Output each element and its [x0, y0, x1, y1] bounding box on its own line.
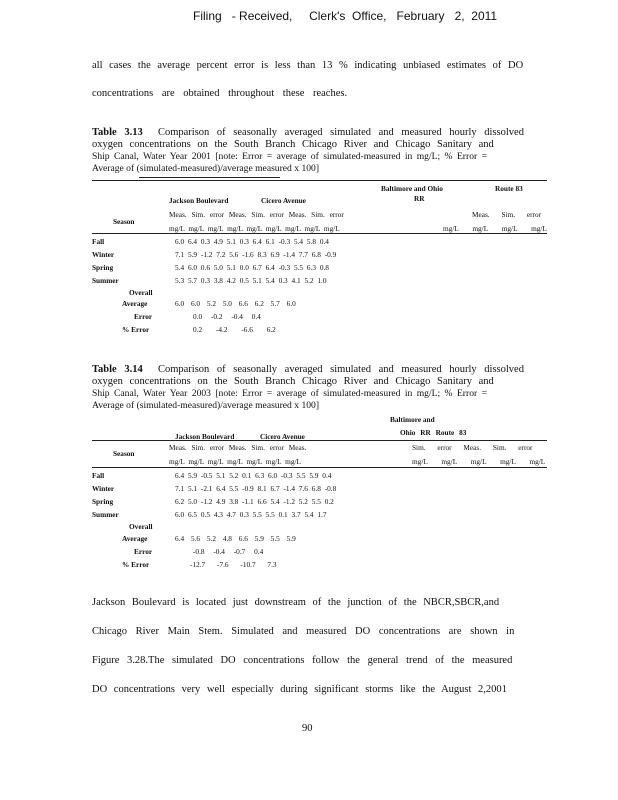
- t13-row-winter-values: 7.1 5.9 -1.2 7.2 5.6 -1.6 8.3 6.9 -1.4 7.7 6.8 -0.9: [175, 250, 337, 259]
- intro-line-2: concentrations are obtained throughout these reaches.: [92, 88, 348, 99]
- t14-pct-error-values: -12.7 -7.6 -10.7 7.3: [190, 560, 277, 569]
- t13-error-label: Error: [134, 312, 153, 321]
- table-3-13-label: Table 3.13: [92, 127, 143, 138]
- table-3-13-caption-line-3: Ship Canal, Water Year 2001 [note: Error = average of simulated-measured in mg/L; % Error =: [92, 151, 488, 162]
- t13-subheader-left: Meas. Sim. error Meas. Sim. error Meas. Sim. error: [169, 210, 344, 219]
- t14-row-spring-values: 6.2 5.0 -1.2 4.9 3.8 -1.1 6.6 5.4 -1.2 5.2 5.5 0.2: [175, 497, 334, 506]
- t14-average-values: 6.4 5.6 5.2 4.8 6.6 5.9 5.5 5.9: [175, 534, 296, 543]
- t13-header-rule: [92, 233, 547, 234]
- t13-row-winter-label: Winter: [92, 250, 115, 259]
- header-day: 2,: [454, 9, 465, 23]
- t14-row-winter-label: Winter: [92, 484, 115, 493]
- table-3-13-caption-underline: [139, 177, 280, 178]
- t13-group-route: Route 83: [495, 184, 523, 193]
- t14-average-label: Average: [122, 534, 148, 543]
- t14-units-left: mg/L mg/L mg/L mg/L mg/L mg/L mg/L: [169, 457, 301, 466]
- t13-group-baltimore: Baltimore and Ohio: [381, 184, 443, 193]
- t13-average-label: Average: [122, 299, 148, 308]
- page-number: 90: [302, 723, 313, 734]
- header-year: 2011: [471, 9, 498, 23]
- t14-season-header: Season: [113, 449, 135, 458]
- t14-overall-label: Overall: [129, 522, 153, 531]
- closing-line-3: Figure 3.28.The simulated DO concentrations follow the general trend of the measured: [92, 655, 513, 666]
- t14-row-spring-label: Spring: [92, 497, 114, 506]
- closing-line-4: DO concentrations very well especially during significant storms like the August 2,2001: [92, 684, 507, 695]
- t14-group-jackson: Jackson Boulevard: [175, 432, 235, 441]
- table-3-14-caption-line-2: oxygen concentrations on the South Branch Chicago River and Chicago Sanitary and: [92, 376, 494, 387]
- t13-row-fall-values: 6.0 6.4 0.3 4.9 5.1 0.3 6.4 6.1 -0.3 5.4 5.8 0.4: [175, 237, 329, 246]
- t13-units-left: mg/L mg/L mg/L mg/L mg/L mg/L mg/L mg/L mg/L: [169, 224, 340, 233]
- table-3-13-caption-line-4: Average of (simulated-measured)/average measured x 100]: [92, 163, 320, 174]
- t14-row-fall-values: 6.4 5.9 -0.5 5.1 5.2 0.1 6.3 6.0 -0.3 5.5 5.9 0.4: [175, 471, 332, 480]
- t14-group-baltimore: Baltimore and: [390, 415, 435, 424]
- t13-row-fall-label: Fall: [92, 237, 105, 246]
- t13-group-jackson: Jackson Boulevard: [169, 196, 229, 205]
- table-3-14-caption-line-4: Average of (simulated-measured)/average measured x 100]: [92, 400, 320, 411]
- t13-units-right: mg/L mg/L mg/L mg/L: [443, 224, 547, 233]
- t14-subheader-right: Sim. error Meas. Sim. error: [412, 443, 533, 452]
- header-received: - Received,: [231, 9, 293, 23]
- t14-top-rule: [92, 440, 547, 441]
- t14-row-summer-values: 6.0 6.5 0.5 4.3 4.7 0.3 5.5 5.5 0.1 3.7 5.4 1.7: [175, 510, 327, 519]
- t13-average-values: 6.0 6.0 5.2 5.0 6.6 6.2 5.7 6.0: [175, 299, 296, 308]
- closing-line-1: Jackson Boulevard is located just downstream of the junction of the NBCR,SBCR,and: [92, 597, 500, 608]
- t14-row-fall-label: Fall: [92, 471, 105, 480]
- t13-row-spring-label: Spring: [92, 263, 114, 272]
- t13-overall-label: Overall: [129, 288, 153, 297]
- t13-row-spring-values: 5.4 6.0 0.6 5.0 5.1 0.0 6.7 6.4 -0.3 5.5 6.3 0.8: [175, 263, 329, 272]
- t14-pct-error-label: % Error: [122, 560, 150, 569]
- table-3-13-top-rule: [92, 180, 547, 181]
- t13-season-header: Season: [113, 217, 135, 226]
- t14-units-right: mg/L mg/L mg/L mg/L mg/L: [412, 457, 546, 466]
- t13-group-rr: RR: [414, 194, 425, 203]
- t14-row-winter-values: 7.1 5.1 -2.1 6.4 5.5 -0.9 8.1 6.7 -1.4 7.6 6.8 -0.8: [175, 484, 337, 493]
- t13-error-values: 0.0 -0.2 -0.4 0.4: [193, 312, 261, 321]
- table-3-13-caption-line-2: oxygen concentrations on the South Branch Chicago River and Chicago Sanitary and: [92, 139, 494, 150]
- header-clerks: Clerk's: [309, 9, 346, 23]
- t14-error-values: -0.8 -0.4 -0.7 0.4: [193, 547, 264, 556]
- table-3-14-label: Table 3.14: [92, 364, 143, 375]
- t13-group-cicero: Cicero Avenue: [261, 196, 306, 205]
- t14-error-label: Error: [134, 547, 153, 556]
- t14-subheader-left: Meas. Sim. error Meas. Sim. error Meas.: [169, 443, 307, 452]
- filing-header: [193, 9, 497, 23]
- header-month: February: [396, 9, 445, 23]
- t14-group-cicero: Cicero Avenue: [260, 432, 305, 441]
- intro-line-1: all cases the average percent error is less than 13 % indicating unbiased estimates of DO: [92, 60, 524, 71]
- header-filing: Filing: [193, 9, 222, 23]
- t13-row-summer-label: Summer: [92, 276, 119, 285]
- header-office: Office,: [352, 9, 387, 23]
- t13-pct-error-values: 0.2 -4.2 -6.6 6.2: [193, 325, 276, 334]
- table-3-14-caption-line-3: Ship Canal, Water Year 2003 [note: Error = average of simulated-measured in mg/L; % Error =: [92, 388, 488, 399]
- t14-header-rule: [92, 467, 547, 468]
- table-3-14-caption-line-1: Comparison of seasonally averaged simulated and measured hourly dissolved: [157, 364, 524, 375]
- closing-line-2: Chicago River Main Stem. Simulated and measured DO concentrations are shown in: [92, 626, 515, 637]
- t13-subheader-right: Meas. Sim. error: [472, 210, 542, 219]
- t14-row-summer-label: Summer: [92, 510, 119, 519]
- t14-group-ohio: Ohio RR Route 83: [400, 428, 467, 437]
- t13-row-summer-values: 5.3 5.7 0.3 3.8 4.2 0.5 5.1 5.4 0.3 4.1 5.2 1.0: [175, 276, 327, 285]
- table-3-13-caption-line-1: Comparison of seasonally averaged simulated and measured hourly dissolved: [157, 127, 524, 138]
- t13-pct-error-label: % Error: [122, 325, 150, 334]
